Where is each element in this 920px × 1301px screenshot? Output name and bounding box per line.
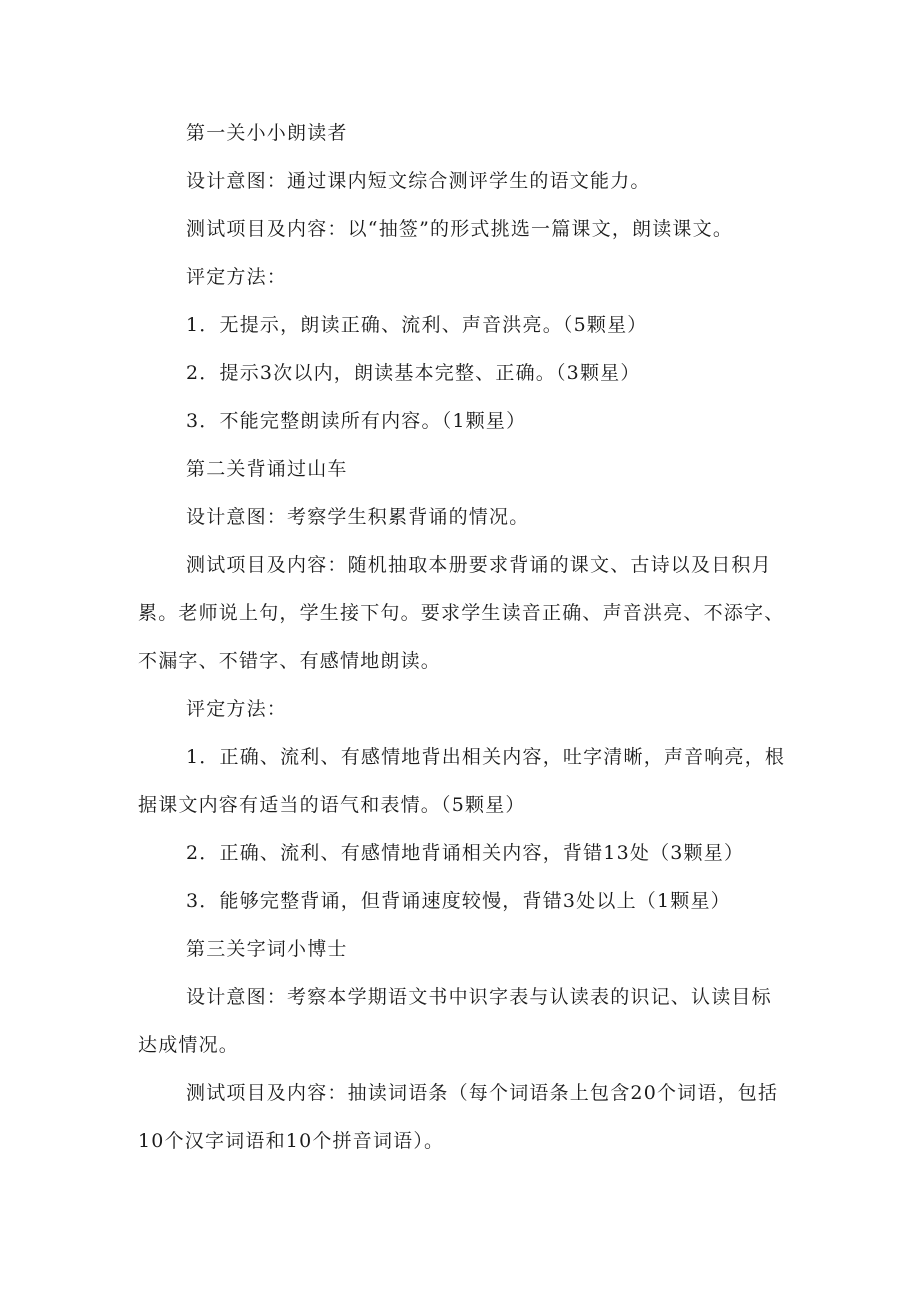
document-body	[138, 109, 790, 1165]
test-content-3: 测试项目及内容：抽读词语条（每个词语条上包含20个词语，包括10个汉字词语和10个拼音词语）。	[138, 1082, 779, 1152]
section-heading-2: 第二关背诵过山车	[186, 458, 348, 480]
section-heading-3: 第三关字词小博士	[186, 938, 348, 960]
evaluation-label-2: 评定方法：	[186, 698, 288, 720]
criterion-2-1: 1．正确、流利、有感情地背出相关内容，吐字清晰，声音响亮，根据课文内容有适当的语气和表情。（5颗星）	[138, 746, 786, 816]
evaluation-label-1: 评定方法：	[186, 266, 288, 288]
test-content-2: 测试项目及内容：随机抽取本册要求背诵的课文、古诗以及日积月累。老师说上句，学生接下句。要求学生读音正确、声音洪亮、不添字、不漏字、不错字、有感情地朗读。	[138, 554, 785, 672]
design-intent-3: 设计意图：考察本学期语文书中识字表与认读表的识记、认读目标达成情况。	[138, 986, 772, 1056]
design-intent-1: 设计意图：通过课内短文综合测评学生的语文能力。	[186, 170, 651, 192]
criterion-2-2: 2．正确、流利、有感情地背诵相关内容，背错13处（3颗星）	[186, 842, 745, 864]
criterion-1-3: 3．不能完整朗读所有内容。（1颗星）	[186, 410, 527, 432]
design-intent-2: 设计意图：考察学生积累背诵的情况。	[186, 506, 530, 528]
test-content-1: 测试项目及内容：以“抽签”的形式挑选一篇课文，朗读课文。	[186, 218, 734, 240]
section-heading-1: 第一关小小朗读者	[186, 122, 348, 144]
criterion-1-2: 2．提示3次以内，朗读基本完整、正确。（3颗星）	[186, 362, 641, 384]
criterion-1-1: 1．无提示，朗读正确、流利、声音洪亮。（5颗星）	[186, 314, 648, 336]
criterion-2-3: 3．能够完整背诵，但背诵速度较慢，背错3处以上（1颗星）	[186, 890, 731, 912]
